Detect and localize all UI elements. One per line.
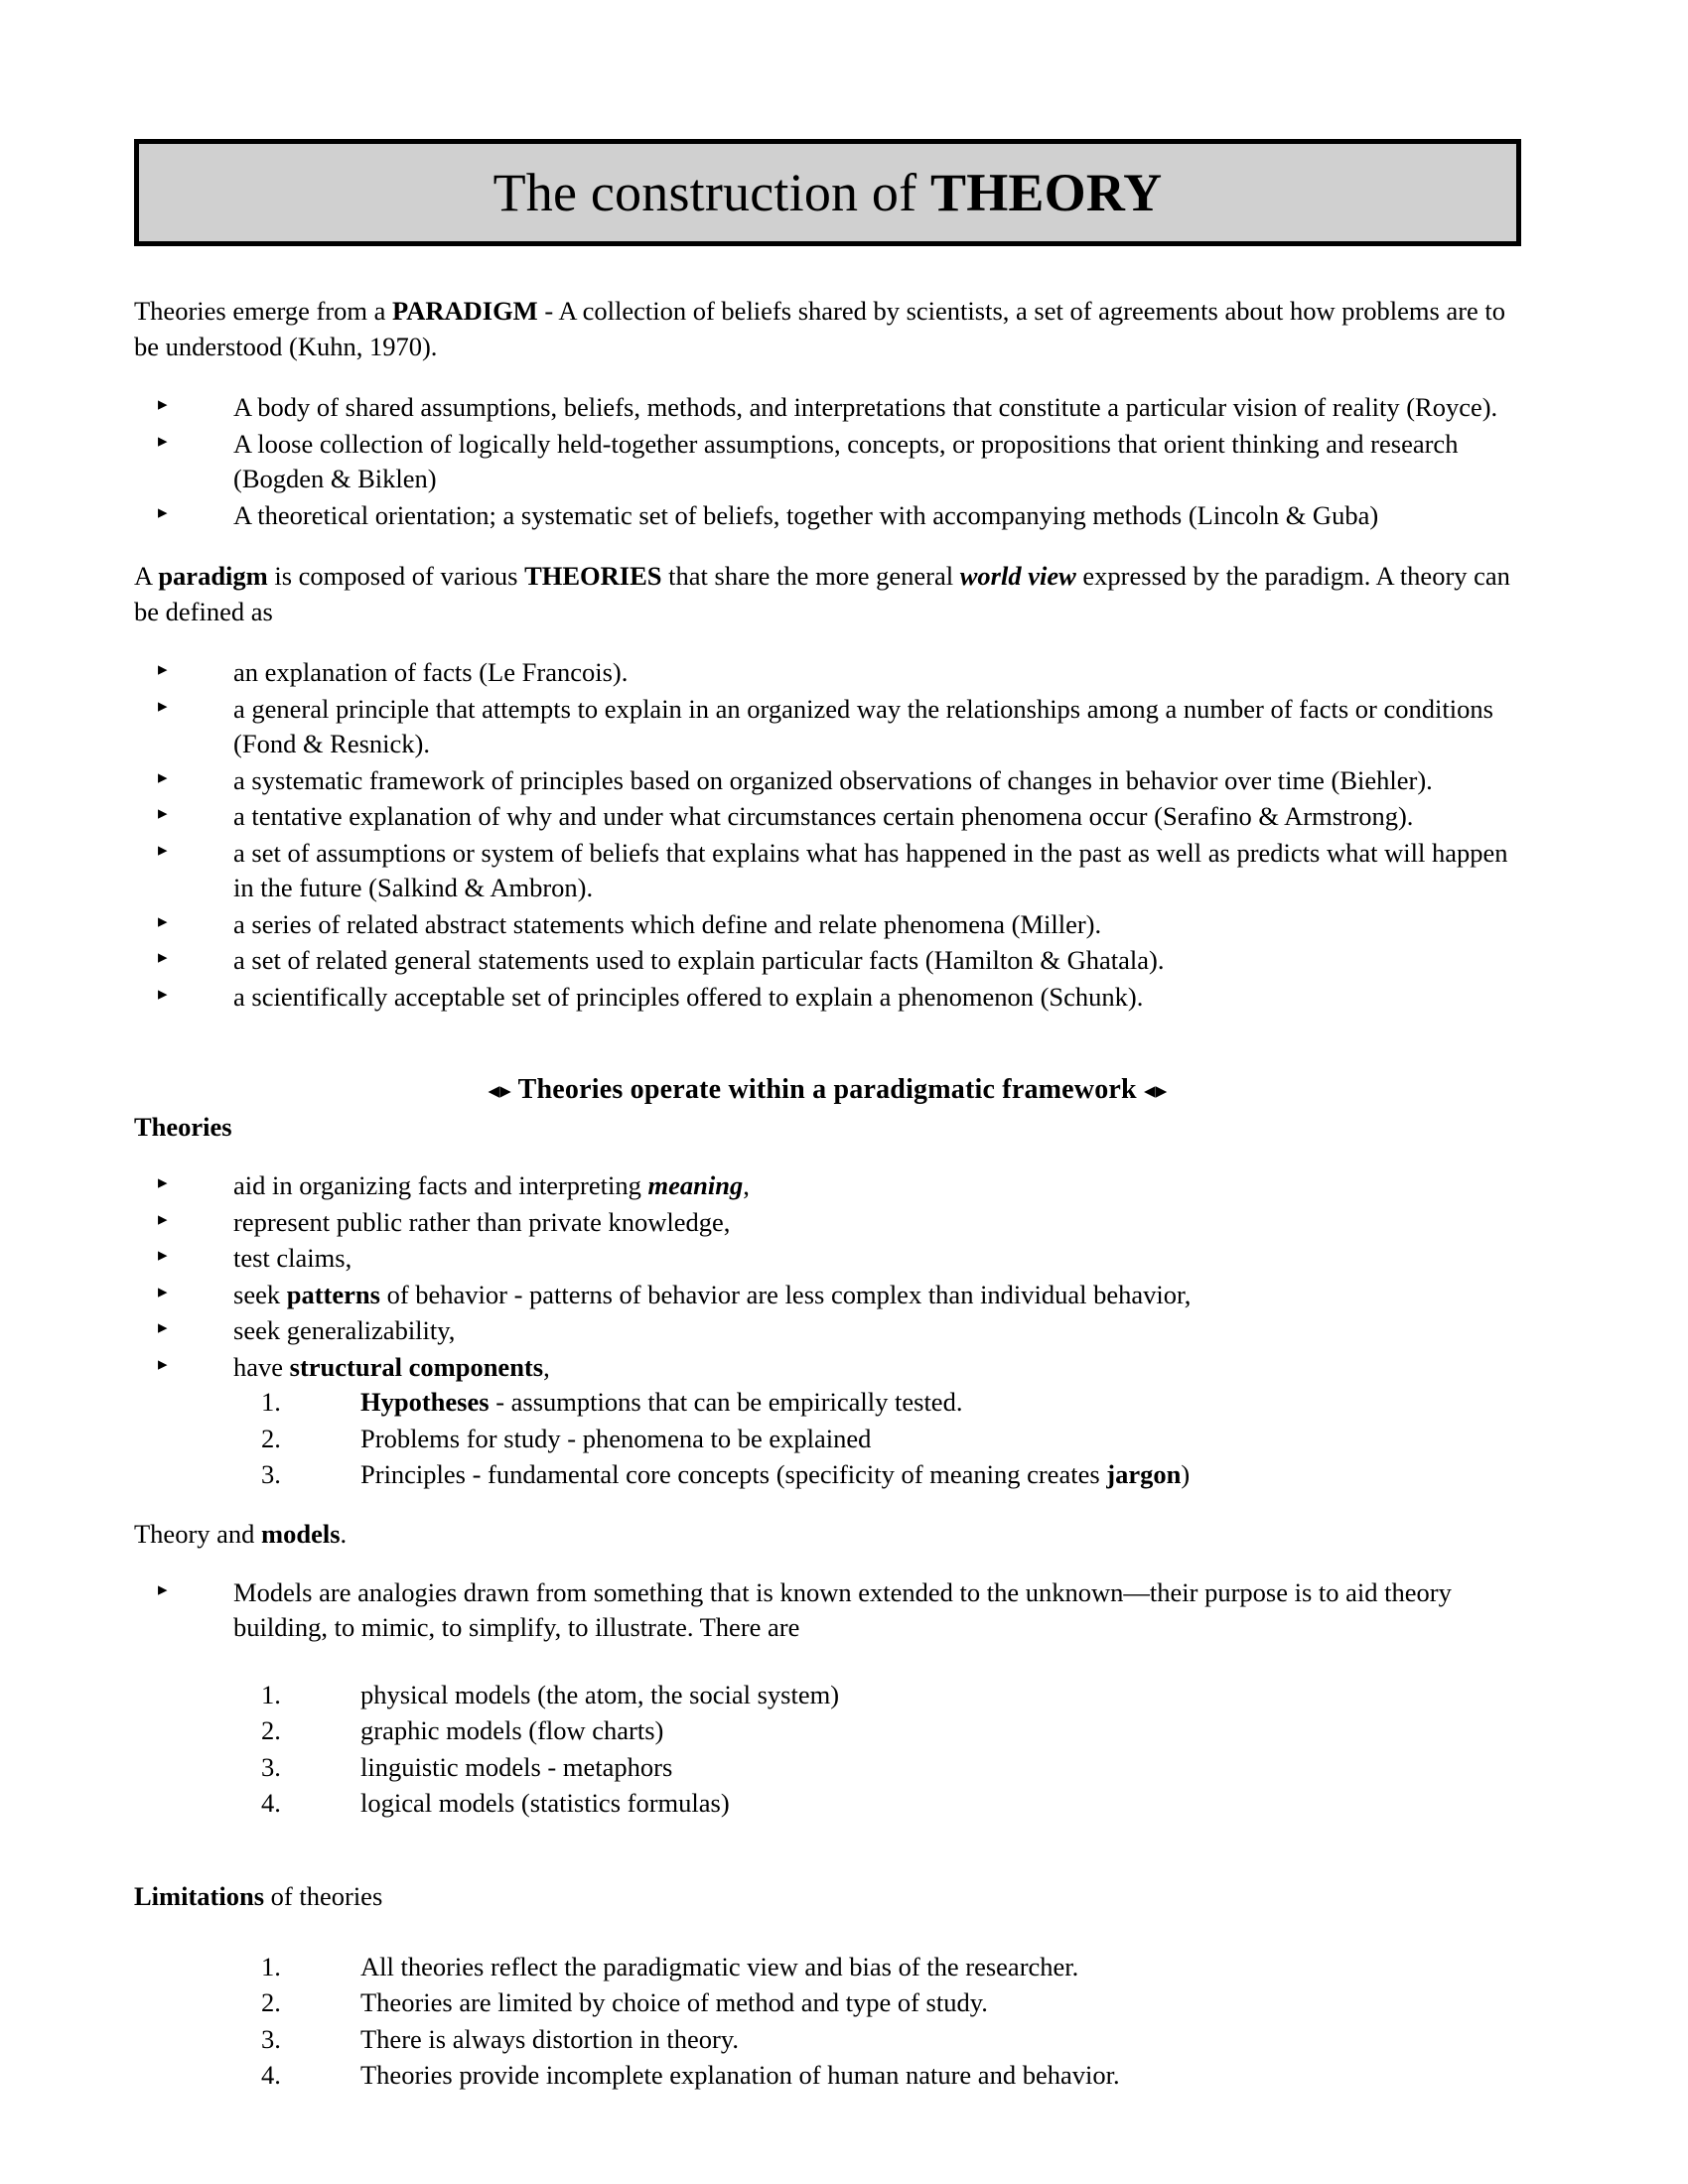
list-item-text: All theories reflect the paradigmatic view and bias of the researcher. [360,1951,1079,1981]
list-item [134,655,1521,691]
triangle-bullet-icon: ▸ [158,1353,168,1375]
list-item-tail: , [543,1351,550,1382]
list-item-text: Principles - fundamental core concepts (specificity of meaning creates [360,1459,1107,1489]
models-label-post: . [340,1518,348,1549]
triangle-bullet-icon: ▸ [158,910,168,932]
triangle-bullet-icon: ▸ [158,947,168,968]
title-bold-theory: THEORY [930,163,1163,222]
list-number: 3. [261,1751,281,1782]
list-item [261,1457,1521,1493]
triangle-bullet-icon: ▸ [158,695,168,717]
list-item [261,1385,1521,1421]
spacer [134,1554,1521,1575]
list-number: 3. [261,2023,281,2054]
para-seg-4: expressed by the paradigm. A theory can be defined as [134,561,1510,626]
list-item-text: Problems for study - phenomena to be explained [360,1423,872,1453]
list-item [134,943,1521,979]
arrow-left-icon: ◂▸ [488,1078,511,1103]
bold-structural-components: structural components [289,1351,544,1382]
list-item-text: a series of related abstract statements which define and relate phenomena (Miller). [233,908,1102,939]
paradigm-theories-paragraph [134,559,1521,629]
list-number: 4. [261,1788,281,1818]
bold-jargon: jargon [1106,1459,1182,1489]
list-item-tail: , [743,1170,750,1200]
list-number: 1. [261,1387,281,1417]
list-item [134,390,1521,426]
models-label-pre: Theory and [134,1518,262,1549]
list-item [261,1985,1521,2021]
title-banner [134,139,1521,246]
framework-heading-text: Theories operate within a paradigmatic framework [517,1074,1137,1105]
list-item [134,427,1521,497]
list-item [261,1422,1521,1457]
page-title [492,163,1163,222]
list-item [134,498,1521,534]
list-item-text: a systematic framework of principles based on organized observations of changes in behavior over time (Biehler). [233,764,1433,795]
list-item-text: Theories are limited by choice of method and type of study. [360,1987,988,2017]
triangle-bullet-icon: ▸ [158,1317,168,1338]
intro-paradigm-bold: PARADIGM [391,296,538,326]
list-item-text: seek generalizability, [233,1315,456,1345]
list-item [261,2058,1521,2094]
list-number: 2. [261,1715,281,1745]
list-item [261,2022,1521,2058]
theory-definition-list [134,655,1521,1015]
list-item [261,1678,1521,1713]
list-item-text: physical models (the atom, the social system) [360,1679,840,1709]
triangle-bullet-icon: ▸ [158,1172,168,1193]
model-types-list [261,1678,1521,1822]
list-item-text: - assumptions that can be empirically tested. [489,1387,963,1417]
list-item [134,1350,1521,1386]
list-item [134,1278,1521,1313]
triangle-bullet-icon: ▸ [158,501,168,523]
list-item-text: linguistic models - metaphors [360,1751,673,1782]
list-item [134,1205,1521,1241]
list-item-text: an explanation of facts (Le Francois). [233,657,629,687]
list-item-text: There is always distortion in theory. [360,2023,739,2054]
list-item-text: a tentative explanation of why and under what circumstances certain phenomena occur (Serafino & Armstrong). [233,801,1414,831]
models-section-label [134,1519,1521,1550]
list-number: 1. [261,1951,281,1981]
list-number: 4. [261,2060,281,2090]
limitations-list [261,1950,1521,2094]
list-number: 2. [261,1423,281,1453]
bold-models: models [261,1518,341,1549]
list-item [261,1950,1521,1985]
list-item-text: test claims, [233,1243,352,1273]
paradigm-definition-list [134,390,1521,533]
triangle-bullet-icon: ▸ [158,839,168,861]
para-seg-1: A [134,561,159,591]
list-item-tail: of behavior - patterns of behavior are less complex than individual behavior, [379,1279,1192,1309]
theories-section-label: Theories [134,1112,232,1142]
spacer [134,1916,1521,1950]
list-item-text: a scientifically acceptable set of principles offered to explain a phenomenon (Schunk). [233,981,1144,1012]
list-item [134,763,1521,799]
list-item-text: represent public rather than private knowledge, [233,1206,731,1237]
para-bolditalic-worldview: world view [959,561,1076,591]
bold-limitations: Limitations [134,1880,265,1911]
list-item-text: A theoretical orientation; a systematic set of beliefs, together with accompanying methods (Lincoln & Guba) [233,499,1379,530]
models-description-list [134,1575,1521,1646]
list-item-text: a set of related general statements used to explain particular facts (Hamilton & Ghatala). [233,945,1165,975]
list-item [134,1575,1521,1646]
list-item [261,1786,1521,1822]
triangle-bullet-icon: ▸ [158,1245,168,1266]
intro-part1: Theories emerge from a [134,296,392,326]
triangle-bullet-icon: ▸ [158,1578,168,1600]
spacer [134,1040,1521,1074]
triangle-bullet-icon: ▸ [158,659,168,680]
para-bold-theories: THEORIES [524,561,662,591]
list-item [134,799,1521,835]
list-item-text: graphic models (flow charts) [360,1715,664,1745]
arrow-right-icon: ◂▸ [1144,1078,1168,1103]
bold-patterns: patterns [286,1279,380,1309]
list-number: 1. [261,1679,281,1709]
framework-heading [134,1074,1521,1106]
para-bold-paradigm: paradigm [158,561,268,591]
para-seg-3: that share the more general [661,561,960,591]
triangle-bullet-icon: ▸ [158,1208,168,1230]
intro-part2: - A collection of beliefs shared by scientists, a set of agreements about how problems are to be understood (Kuhn, 1970). [134,296,1506,361]
spacer [134,1847,1521,1881]
list-item [261,1713,1521,1749]
list-item-text: aid in organizing facts and interpreting [233,1170,648,1200]
spacer [134,1147,1521,1168]
list-item-text: logical models (statistics formulas) [360,1788,730,1818]
triangle-bullet-icon: ▸ [158,766,168,788]
theories-attribute-list [134,1168,1521,1385]
list-item-text: Theories provide incomplete explanation of human nature and behavior. [360,2060,1120,2090]
list-item-text: a general principle that attempts to explain in an organized way the relationships among a number of facts or conditions (Fond & Resnick). [233,693,1493,758]
list-item [134,1168,1521,1204]
triangle-bullet-icon: ▸ [158,430,168,452]
bold-italic-meaning: meaning [647,1170,744,1200]
list-item [134,907,1521,943]
triangle-bullet-icon: ▸ [158,1281,168,1302]
list-item-text: have [233,1351,290,1382]
para-seg-2: is composed of various [267,561,525,591]
intro-paragraph [134,294,1521,364]
title-prefix: The construction of [492,163,931,222]
structural-components-list [261,1385,1521,1493]
list-item [134,1241,1521,1277]
list-item [134,692,1521,762]
limitations-section-label [134,1881,1521,1912]
bold-hypotheses: Hypotheses [360,1387,490,1417]
list-item-text: seek [233,1279,287,1309]
list-number: 3. [261,1459,281,1489]
limitations-label-post: of theories [264,1880,383,1911]
list-item-text: Models are analogies drawn from something that is known extended to the unknown—their purpose is to aid theory building, to mimic, to simplify, to illustrate. There are [233,1576,1452,1642]
list-item-tail: ) [1181,1459,1191,1489]
list-number: 2. [261,1987,281,2017]
triangle-bullet-icon: ▸ [158,394,168,415]
list-item [134,836,1521,906]
list-item [134,980,1521,1016]
triangle-bullet-icon: ▸ [158,803,168,824]
spacer [134,1656,1521,1678]
list-item [134,1313,1521,1349]
triangle-bullet-icon: ▸ [158,983,168,1005]
list-item-text: A loose collection of logically held-together assumptions, concepts, or propositions that orient thinking and research (Bogden & Biklen) [233,428,1459,493]
list-item-text: A body of shared assumptions, beliefs, methods, and interpretations that constitute a particular vision of reality (Royce). [233,392,1498,422]
list-item-text: a set of assumptions or system of beliefs that explains what has happened in the past as well as predicts what will happen in the future (Salkind & Ambron). [233,837,1508,902]
list-item [261,1750,1521,1786]
